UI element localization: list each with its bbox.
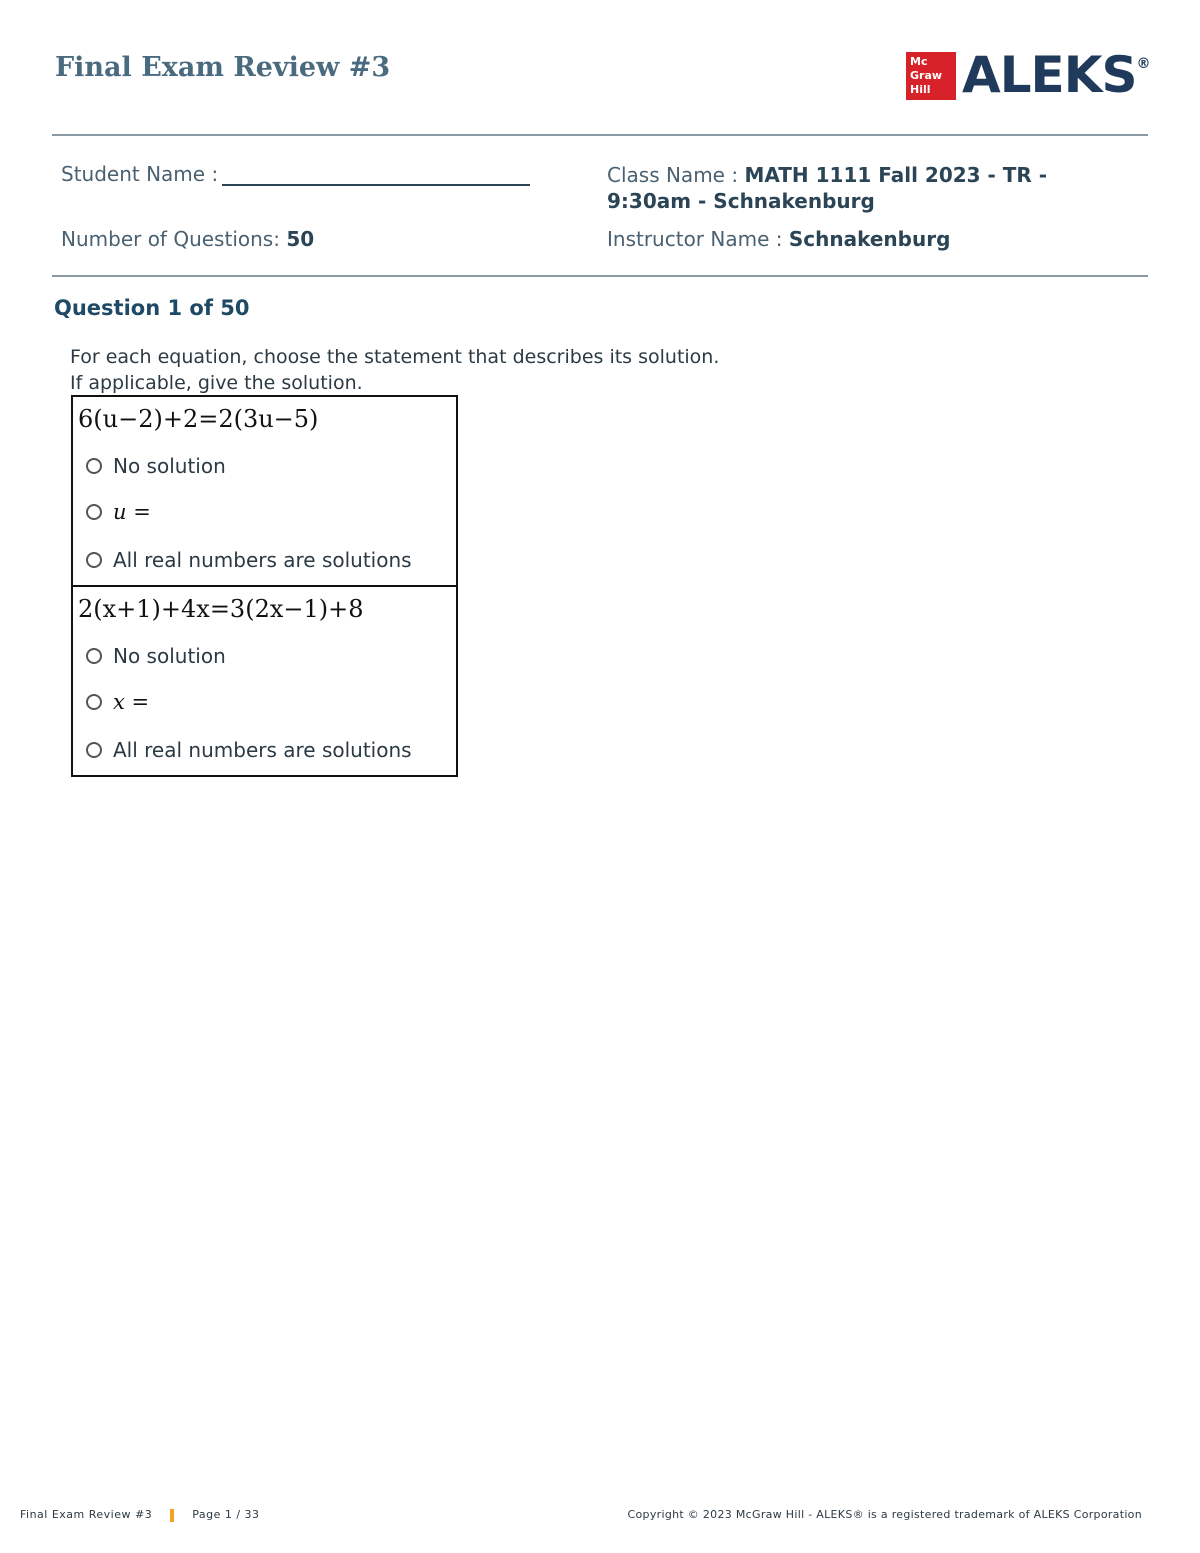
aleks-wordmark: ALEKS® bbox=[962, 46, 1150, 104]
radio-button-icon[interactable] bbox=[86, 742, 102, 758]
number-of-questions-value: 50 bbox=[286, 227, 315, 251]
radio-button-icon[interactable] bbox=[86, 504, 102, 520]
instructor-name-row: Instructor Name : Schnakenburg bbox=[607, 227, 951, 251]
question-heading: Question 1 of 50 bbox=[54, 296, 250, 320]
document-title: Final Exam Review #3 bbox=[55, 52, 391, 83]
radio-button-icon[interactable] bbox=[86, 552, 102, 568]
footer-doc-name: Final Exam Review #3 bbox=[20, 1508, 153, 1521]
aleks-logo bbox=[906, 46, 1150, 104]
radio-button-icon[interactable] bbox=[86, 648, 102, 664]
question-answer-box bbox=[71, 395, 458, 777]
equation-2: 2(x+1)+4x=3(2x−1)+8 bbox=[78, 595, 364, 623]
option-specific-solution[interactable]: u = bbox=[73, 489, 456, 535]
instructor-name-value: Schnakenburg bbox=[788, 227, 951, 251]
radio-button-icon[interactable] bbox=[86, 694, 102, 710]
equation-part-1 bbox=[73, 397, 456, 587]
footer-separator bbox=[170, 1509, 174, 1522]
class-name-row: Class Name : MATH 1111 Fall 2023 - TR - 9:30am - Schnakenburg bbox=[607, 163, 1048, 213]
option-no-solution[interactable]: No solution bbox=[73, 633, 456, 679]
option-no-solution[interactable]: No solution bbox=[73, 443, 456, 489]
option-all-real-numbers[interactable]: All real numbers are solutions bbox=[73, 535, 456, 585]
meta-divider bbox=[52, 275, 1148, 277]
student-name-row: Student Name : bbox=[61, 162, 530, 186]
footer-left bbox=[20, 1508, 260, 1522]
header-divider bbox=[52, 134, 1148, 136]
question-instructions: For each equation, choose the statement that describes its solution. If applicable, give the solution. bbox=[70, 346, 720, 394]
radio-button-icon[interactable] bbox=[86, 458, 102, 474]
equation-part-2 bbox=[73, 587, 456, 775]
footer-page-number: Page 1 / 33 bbox=[192, 1508, 260, 1521]
footer-copyright: Copyright © 2023 McGraw Hill - ALEKS® is a registered trademark of ALEKS Corporation bbox=[627, 1508, 1142, 1521]
option-all-real-numbers[interactable]: All real numbers are solutions bbox=[73, 725, 456, 775]
mcgraw-hill-badge: Mc Graw Hill bbox=[906, 52, 956, 100]
class-name-value-line2: 9:30am - Schnakenburg bbox=[607, 189, 875, 213]
student-name-blank bbox=[222, 164, 530, 186]
class-name-value-line1: MATH 1111 Fall 2023 - TR - bbox=[744, 163, 1048, 187]
equation-1: 6(u−2)+2=2(3u−5) bbox=[78, 405, 319, 433]
number-of-questions-row: Number of Questions: 50 bbox=[61, 227, 315, 251]
option-specific-solution[interactable]: x = bbox=[73, 679, 456, 725]
